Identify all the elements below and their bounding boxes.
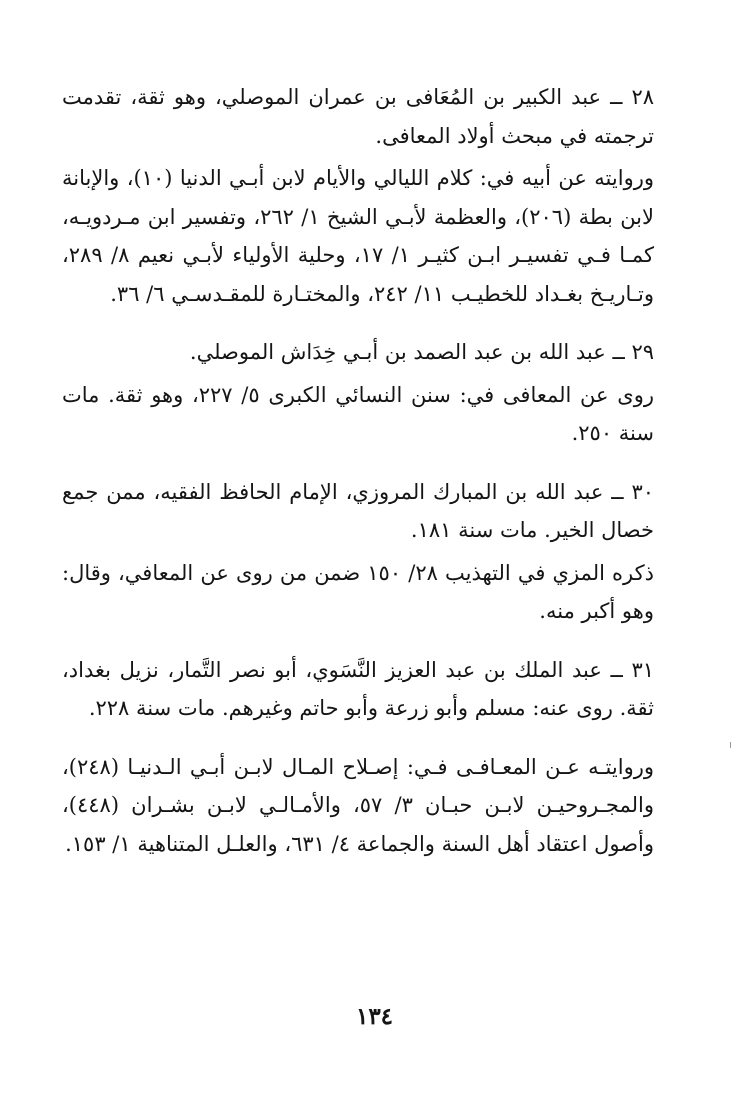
paragraph-entry-31-narrations: وروايتـه عـن المعـافـى فـي: إصـلاح المـال لابـن أبـي الـدنيـا (٢٤٨)، والمجـروحيـن لابـن حبـان ٣/ ٥٧، والأمـالـي لابـن بشـران (٤٤٨)، وأصول اعتقاد أهل السنة والجماعة ٤/ ٦٣١، والعلـل المتناهية ١/ ١٥٣. — [62, 754, 654, 856]
margin-mark — [730, 742, 731, 748]
paragraph-entry-28: ٢٨ ــ عبد الكبير بن المُعَافى بن عمران الموصلي، وهو ثقة، تقدمت ترجمته في مبحث أولاد المعافى. — [62, 85, 654, 148]
paragraph-entry-29: ٢٩ ــ عبد الله بن عبد الصمد بن أبـي خِدَاش الموصلي. — [189, 340, 654, 364]
page-number: ١٣٤ — [355, 1003, 394, 1030]
paragraph-entry-28-narrations: وروايته عن أبيه في: كلام الليالي والأيام لابن أبـي الدنيا (١٠)، والإبانة لابن بطة (٢٠٦)، والعظمة لأبـي الشيخ ١/ ٢٦٢، وتفسير ابن مـردويـه، كمـا فـي تفسيـر ابـن كثيـر ١/ ١٧، وحلية الأولياء لأبـي نعيم ٨/ ٢٨٩، وتـاريـخ بغـداد للخطيـب ١١/ ٢٤٢، والمختـارة للمقـدسـي ٦/ ٣٦. — [62, 166, 654, 306]
paragraph-entry-29-narrations: روى عن المعافى في: سنن النسائي الكبرى ٥/ ٢٢٧، وهو ثقة. مات سنة ٢٥٠. — [62, 382, 654, 445]
paragraph-entry-30: ٣٠ ــ عبد الله بن المبارك المروزي، الإمام الحافظ الفقيه، ممن جمع خصال الخير. مات سنة ١٨١. — [62, 479, 654, 542]
paragraph-entry-31: ٣١ ــ عبد الملك بن عبد العزيز النَّسَوي، أبو نصر التَّمار، نزيل بغداد، ثقة. روى عنه: مسلم وأبو زرعة وأبو حاتم وغيرهم. مات سنة ٢٢٨. — [62, 657, 654, 720]
paragraph-entry-30-narrations: ذكره المزي في التهذيب ٢٨/ ١٥٠ ضمن من روى عن المعافي، وقال: وهو أكبر منه. — [62, 560, 654, 623]
page-body — [62, 78, 654, 863]
